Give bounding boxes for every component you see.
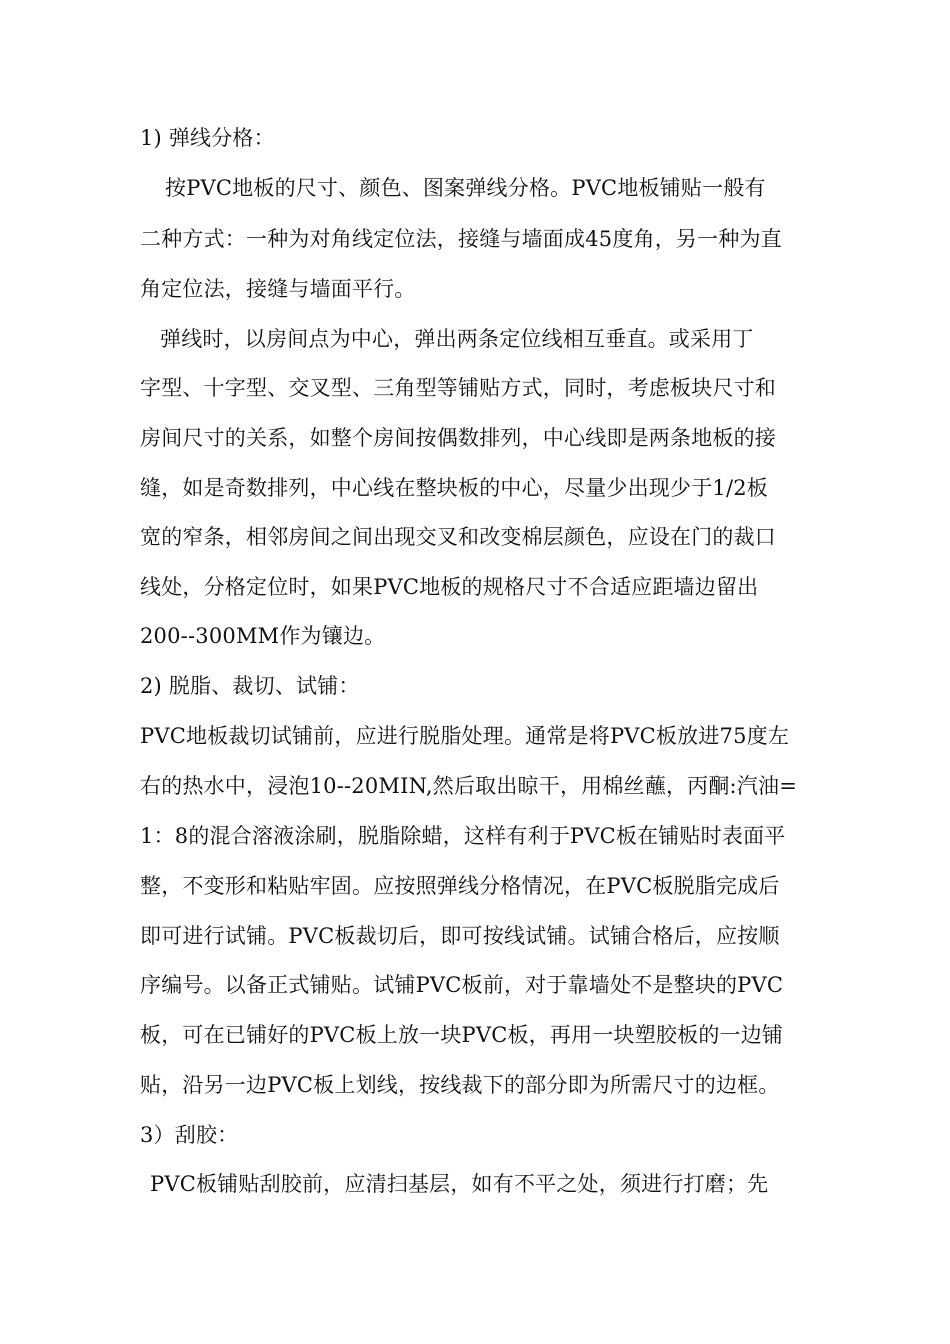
paragraph-line: 按PVC地板的尺寸、颜色、图案弹线分格。PVC地板铺贴一般有 xyxy=(165,176,766,200)
paragraph-line: 角定位法，接缝与墙面平行。 xyxy=(140,277,416,301)
paragraph-line: 即可进行试铺。PVC板裁切后，即可按线试铺。试铺合格后，应按顺 xyxy=(140,924,780,948)
paragraph-line: PVC板铺贴刮胶前，应清扫基层，如有不平之处，须进行打磨；先 xyxy=(150,1172,769,1196)
paragraph-line: 弹线时，以房间点为中心，弹出两条定位线相互垂直。或采用丁 xyxy=(160,327,754,351)
paragraph-line: PVC地板裁切试铺前，应进行脱脂处理。通常是将PVC板放进75度左 xyxy=(140,724,790,748)
paragraph-line: 房间尺寸的关系，如整个房间按偶数排列，中心线即是两条地板的接 xyxy=(140,426,776,450)
paragraph-line: 序编号。以备正式铺贴。试铺PVC板前，对于靠墙处不是整块的PVC xyxy=(140,973,784,997)
heading-2-degrease: 2) 脱脂、裁切、试铺： xyxy=(140,674,360,698)
paragraph-line: 线处，分格定位时，如果PVC地板的规格尺寸不合适应距墙边留出 xyxy=(140,575,759,599)
paragraph-line: 200--300MM作为镶边。 xyxy=(140,624,386,648)
paragraph-line: 贴，沿另一边PVC板上划线，按线裁下的部分即为所需尺寸的边框。 xyxy=(140,1073,780,1097)
paragraph-line: 1：8的混合溶液涂刷，脱脂除蜡，这样有利于PVC板在铺贴时表面平 xyxy=(140,824,786,848)
paragraph-line: 整，不变形和粘贴牢固。应按照弹线分格情况，在PVC板脱脂完成后 xyxy=(140,874,780,898)
paragraph-line: 板，可在已铺好的PVC板上放一块PVC板，再用一块塑胶板的一边铺 xyxy=(140,1023,784,1047)
paragraph-line: 二种方式：一种为对角线定位法，接缝与墙面成45度角，另一种为直 xyxy=(140,227,782,251)
paragraph-line: 宽的窄条，相邻房间之间出现交叉和改变棉层颜色，应设在门的裁口 xyxy=(140,525,776,549)
paragraph-line: 缝，如是奇数排列，中心线在整块板的中心，尽量少出现少于1/2板 xyxy=(140,476,768,500)
paragraph-line: 字型、十字型、交叉型、三角型等铺贴方式，同时，考虑板块尺寸和 xyxy=(140,376,776,400)
paragraph-line: 右的热水中，浸泡10--20MIN,然后取出晾干，用棉丝蘸，丙酮:汽油= xyxy=(140,774,798,798)
heading-1-spring-line: 1) 弹线分格： xyxy=(140,126,275,150)
heading-3-glue: 3）刮胶： xyxy=(140,1123,239,1147)
